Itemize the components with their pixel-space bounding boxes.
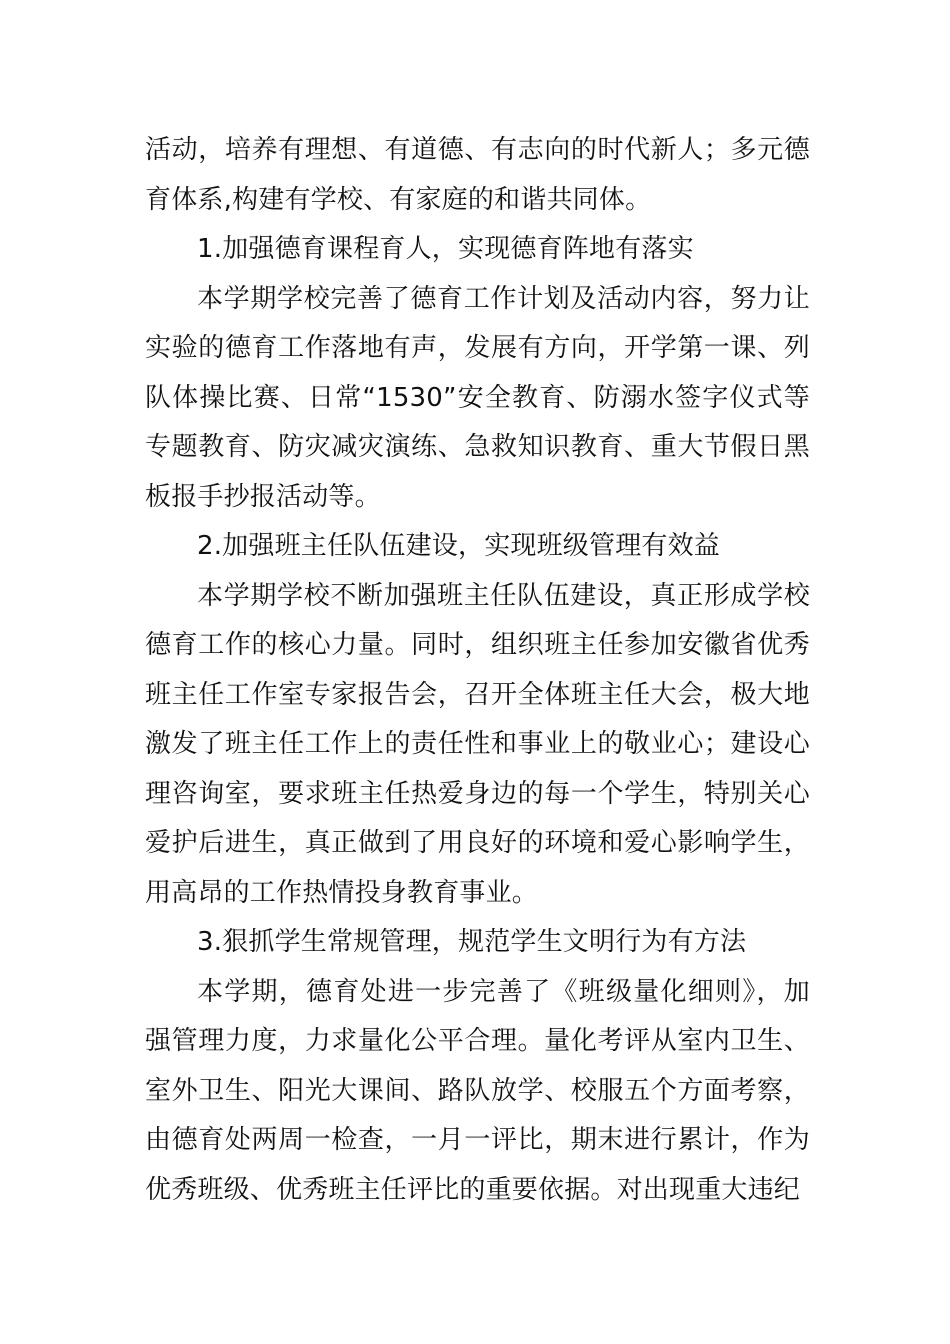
paragraph-section-1: 本学期学校完善了德育工作计划及活动内容，努力让实验的德育工作落地有声，发展有方向，开学第一课、列队体操比赛、日常“1530”安全教育、防溺水签字仪式等专题教育、防灾减灾演练、急救知识教育、重大节假日黑板报手抄报活动等。 [145,283,810,512]
paragraph-section-3: 本学期，德育处进一步完善了《班级量化细则》，加强管理力度，力求量化公平合理。量化考评从室内卫生、室外卫生、阳光大课间、路队放学、校服五个方面考察，由德育处两周一检查，一月一评比，期末进行累计，作为优秀班级、优秀班主任评比的重要依据。对出现重大违纪 [145,976,810,1205]
section-heading-3: 3.狠抓学生常规管理，规范学生文明行为有方法 [197,927,747,957]
section-heading-2: 2.加强班主任队伍建设，实现班级管理有效益 [197,531,721,561]
document-body [145,126,810,1215]
paragraph-continuation: 活动，培养有理想、有道德、有志向的时代新人；多元德育体系,构建有学校、有家庭的和谐共同体。 [145,135,810,215]
section-heading-1: 1.加强德育课程育人，实现德育阵地有落实 [197,234,694,264]
paragraph-section-2: 本学期学校不断加强班主任队伍建设，真正形成学校德育工作的核心力量。同时，组织班主任参加安徽省优秀班主任工作室专家报告会，召开全体班主任大会，极大地激发了班主任工作上的责任性和事业上的敬业心；建设心理咨询室，要求班主任热爱身边的每一个学生，特别关心爱护后进生，真正做到了用良好的环境和爱心影响学生，用高昂的工作热情投身教育事业。 [145,580,810,908]
